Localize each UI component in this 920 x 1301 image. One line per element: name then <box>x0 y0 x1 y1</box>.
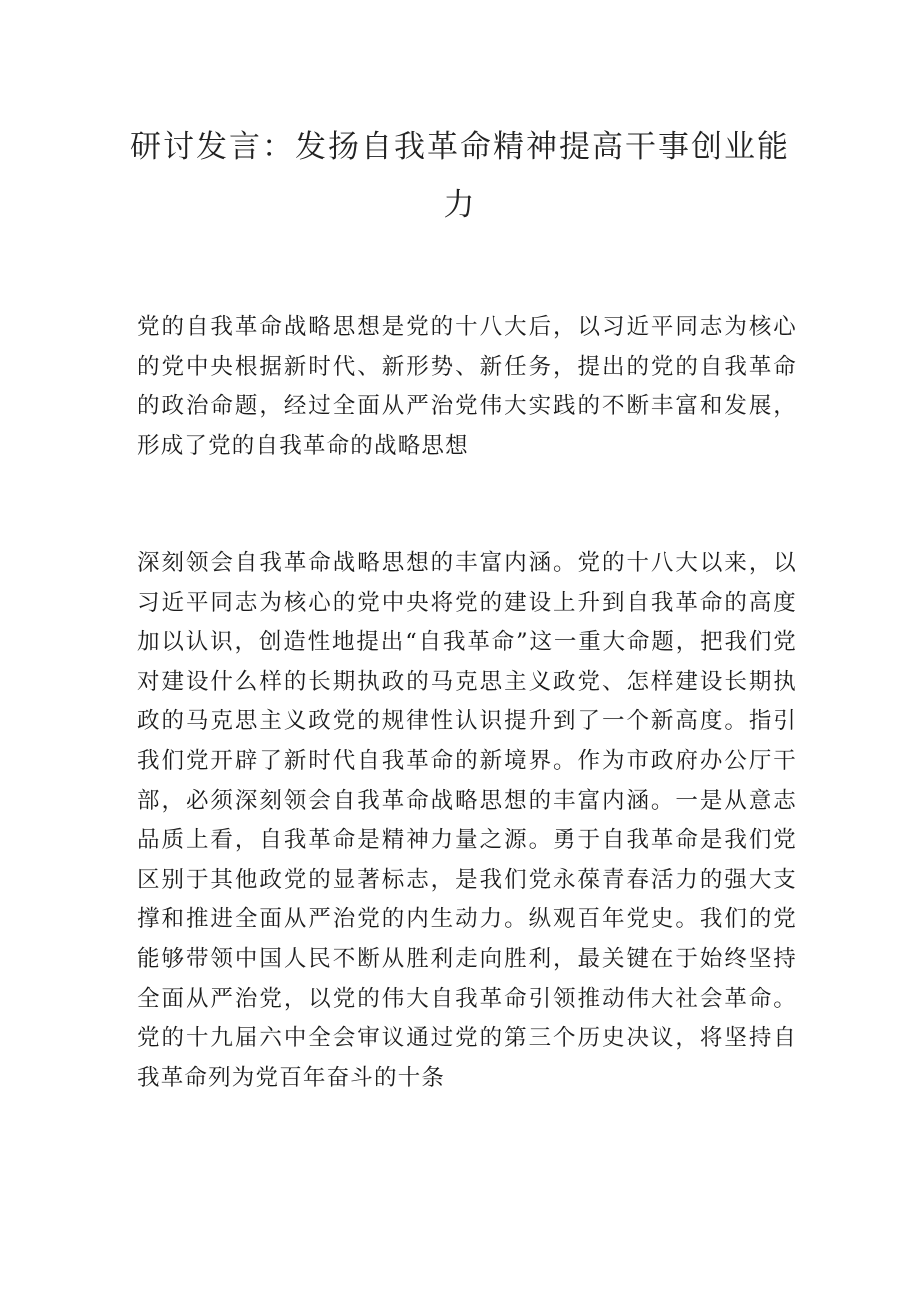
document-title: 研讨发言：发扬自我革命精神提高干事创业能力 <box>130 129 790 223</box>
paragraph-2: 深刻领会自我革命战略思想的丰富内涵。党的十八大以来，以习近平同志为核心的党中央将党的建设上升到自我革命的高度加以认识，创造性地提出“自我革命”这一重大命题，把我们党对建设什么样的长期执政的马克思主义政党、怎样建设长期执政的马克思主义政党的规律性认识提升到了一个新高度。指引我们党开辟了新时代自我革命的新境界。作为市政府办公厅干部，必须深刻领会自我革命战略思想的丰富内涵。一是从意志品质上看，自我革命是精神力量之源。勇于自我革命是我们党区别于其他政党的显著标志，是我们党永葆青春活力的强大支撑和推进全面从严治党的内生动力。纵观百年党史。我们的党能够带领中国人民不断从胜利走向胜利，最关键在于始终坚持全面从严治党，以党的伟大自我革命引领推动伟大社会革命。党的十九届六中全会审议通过党的第三个历史决议，将坚持自我革命列为党百年奋斗的十条 <box>137 550 797 1091</box>
paragraph-1: 党的自我革命战略思想是党的十八大后，以习近平同志为核心的党中央根据新时代、新形势、新任务，提出的党的自我革命的政治命题，经过全面从严治党伟大实践的不断丰富和发展，形成了党的自我革命的战略思想 <box>137 314 797 459</box>
